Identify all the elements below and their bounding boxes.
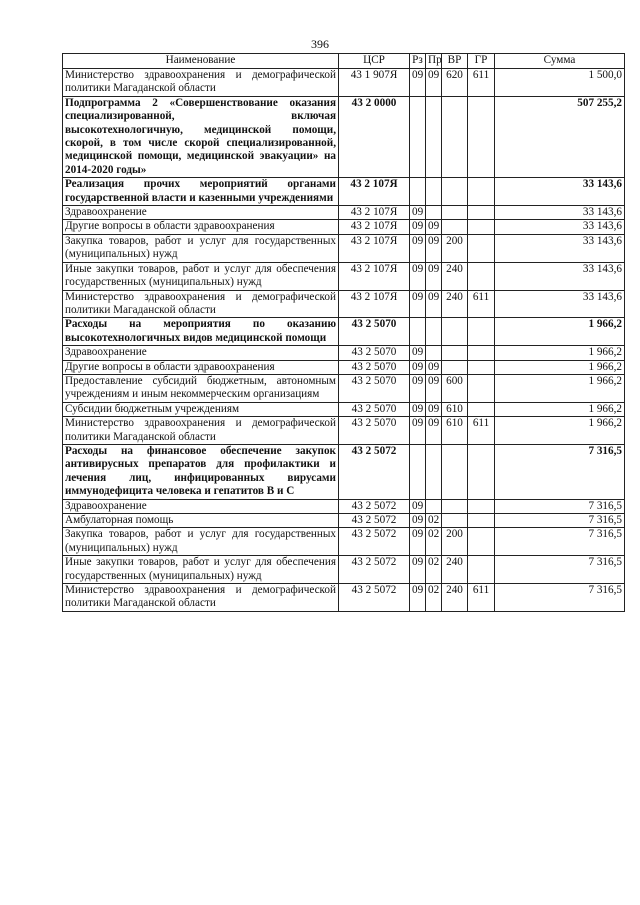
cell-gr (468, 220, 495, 234)
cell-pr: 09 (426, 360, 442, 374)
cell-gr: 611 (468, 69, 495, 97)
cell-rz: 09 (410, 402, 426, 416)
cell-pr: 02 (426, 528, 442, 556)
cell-csr: 43 2 107Я (339, 206, 410, 220)
table-row (63, 262, 625, 290)
cell-rz: 09 (410, 262, 426, 290)
header-sum: Сумма (495, 54, 625, 69)
cell-csr: 43 2 5070 (339, 402, 410, 416)
cell-csr: 43 2 0000 (339, 96, 410, 177)
cell-csr: 43 2 107Я (339, 234, 410, 262)
cell-pr: 09 (426, 374, 442, 402)
cell-gr (468, 499, 495, 513)
table-row (63, 360, 625, 374)
cell-gr (468, 96, 495, 177)
cell-sum: 507 255,2 (495, 96, 625, 177)
table-row (63, 234, 625, 262)
table-row (63, 444, 625, 499)
header-pr: Пр (426, 54, 442, 69)
cell-pr: 02 (426, 556, 442, 584)
cell-gr (468, 374, 495, 402)
cell-rz: 09 (410, 417, 426, 445)
cell-vr: 200 (442, 528, 468, 556)
cell-rz (410, 318, 426, 346)
cell-rz: 09 (410, 69, 426, 97)
cell-name: Иные закупки товаров, работ и услуг для обеспечения государственных (муниципальных) нужд (63, 556, 339, 584)
table-row (63, 374, 625, 402)
cell-vr (442, 499, 468, 513)
cell-sum: 1 966,2 (495, 318, 625, 346)
cell-rz (410, 96, 426, 177)
cell-csr: 43 2 5072 (339, 528, 410, 556)
cell-pr (426, 499, 442, 513)
cell-sum: 7 316,5 (495, 514, 625, 528)
cell-name: Закупка товаров, работ и услуг для государственных (муниципальных) нужд (63, 528, 339, 556)
header-name: Наименование (63, 54, 339, 69)
cell-pr: 09 (426, 290, 442, 318)
table-row (63, 402, 625, 416)
cell-gr (468, 346, 495, 360)
cell-rz: 09 (410, 234, 426, 262)
cell-sum: 33 143,6 (495, 290, 625, 318)
cell-csr: 43 2 5072 (339, 499, 410, 513)
table-row (63, 514, 625, 528)
cell-vr (442, 444, 468, 499)
header-row (63, 54, 625, 69)
cell-name: Расходы на мероприятия по оказанию высокотехнологичных видов медицинской помощи (63, 318, 339, 346)
cell-pr (426, 206, 442, 220)
cell-name: Расходы на финансовое обеспечение закупок антивирусных препаратов для профилактики и лечения лиц, инфицированных вирусами иммунодефицита человека и гепатитов В и С (63, 444, 339, 499)
cell-csr: 43 2 5072 (339, 584, 410, 612)
cell-name: Реализация прочих мероприятий органами государственной власти и казенными учреждениями (63, 178, 339, 206)
cell-pr (426, 96, 442, 177)
cell-gr: 611 (468, 417, 495, 445)
cell-name: Амбулаторная помощь (63, 514, 339, 528)
cell-sum: 1 966,2 (495, 360, 625, 374)
cell-rz: 09 (410, 514, 426, 528)
cell-sum: 33 143,6 (495, 234, 625, 262)
cell-sum: 1 500,0 (495, 69, 625, 97)
cell-pr: 09 (426, 402, 442, 416)
cell-sum: 7 316,5 (495, 499, 625, 513)
cell-gr (468, 360, 495, 374)
table-row (63, 96, 625, 177)
cell-vr: 600 (442, 374, 468, 402)
cell-vr (442, 318, 468, 346)
cell-name: Подпрограмма 2 «Совершенствование оказания специализированной, включая высокотехнологичную, медицинской помощи, скорой, в том числе скорой специализированной, медицинской помощи, медицинской эвакуации» на 2014-2020 годы» (63, 96, 339, 177)
cell-vr (442, 206, 468, 220)
header-vr: ВР (442, 54, 468, 69)
cell-csr: 43 2 5070 (339, 318, 410, 346)
cell-rz: 09 (410, 584, 426, 612)
cell-pr (426, 318, 442, 346)
cell-rz: 09 (410, 206, 426, 220)
cell-sum: 1 966,2 (495, 402, 625, 416)
cell-csr: 43 2 5070 (339, 417, 410, 445)
cell-pr: 09 (426, 417, 442, 445)
cell-sum: 33 143,6 (495, 262, 625, 290)
cell-gr (468, 528, 495, 556)
cell-vr (442, 220, 468, 234)
cell-sum: 1 966,2 (495, 374, 625, 402)
cell-vr: 240 (442, 584, 468, 612)
cell-rz: 09 (410, 556, 426, 584)
table-row (63, 178, 625, 206)
cell-name: Предоставление субсидий бюджетным, автономным учреждениям и иным некоммерческим организациям (63, 374, 339, 402)
cell-pr: 09 (426, 262, 442, 290)
cell-vr: 610 (442, 402, 468, 416)
cell-sum: 1 966,2 (495, 417, 625, 445)
cell-rz: 09 (410, 528, 426, 556)
cell-csr: 43 2 5072 (339, 556, 410, 584)
table-row (63, 528, 625, 556)
cell-gr (468, 514, 495, 528)
cell-csr: 43 2 5072 (339, 514, 410, 528)
cell-csr: 43 2 5070 (339, 374, 410, 402)
cell-pr (426, 444, 442, 499)
cell-name: Министерство здравоохранения и демографической политики Магаданской области (63, 584, 339, 612)
cell-csr: 43 2 107Я (339, 262, 410, 290)
cell-pr: 09 (426, 220, 442, 234)
cell-gr (468, 234, 495, 262)
cell-gr (468, 262, 495, 290)
cell-gr (468, 402, 495, 416)
table-header (63, 54, 625, 69)
cell-vr: 240 (442, 290, 468, 318)
cell-vr (442, 360, 468, 374)
cell-vr: 610 (442, 417, 468, 445)
cell-sum: 7 316,5 (495, 444, 625, 499)
cell-vr: 200 (442, 234, 468, 262)
cell-sum: 1 966,2 (495, 346, 625, 360)
cell-csr: 43 2 5070 (339, 360, 410, 374)
header-gr: ГР (468, 54, 495, 69)
cell-csr: 43 2 107Я (339, 290, 410, 318)
cell-name: Здравоохранение (63, 499, 339, 513)
cell-gr (468, 206, 495, 220)
cell-vr: 620 (442, 69, 468, 97)
cell-name: Министерство здравоохранения и демографической политики Магаданской области (63, 417, 339, 445)
table-row (63, 220, 625, 234)
cell-name: Здравоохранение (63, 346, 339, 360)
cell-gr: 611 (468, 584, 495, 612)
header-rz: Рз (410, 54, 426, 69)
cell-name: Министерство здравоохранения и демографической политики Магаданской области (63, 69, 339, 97)
cell-csr: 43 2 5070 (339, 346, 410, 360)
cell-name: Субсидии бюджетным учреждениям (63, 402, 339, 416)
cell-pr (426, 346, 442, 360)
cell-rz: 09 (410, 220, 426, 234)
cell-vr (442, 178, 468, 206)
cell-rz: 09 (410, 360, 426, 374)
cell-sum: 33 143,6 (495, 206, 625, 220)
cell-gr (468, 178, 495, 206)
cell-vr: 240 (442, 556, 468, 584)
budget-table (62, 53, 625, 612)
cell-name: Иные закупки товаров, работ и услуг для обеспечения государственных (муниципальных) нужд (63, 262, 339, 290)
cell-pr (426, 178, 442, 206)
page-number: 396 (311, 37, 329, 51)
table-row (63, 556, 625, 584)
cell-sum: 7 316,5 (495, 528, 625, 556)
table-row (63, 417, 625, 445)
cell-pr: 02 (426, 514, 442, 528)
cell-rz: 09 (410, 374, 426, 402)
table-row (63, 69, 625, 97)
cell-csr: 43 2 5072 (339, 444, 410, 499)
cell-vr (442, 346, 468, 360)
cell-name: Другие вопросы в области здравоохранения (63, 360, 339, 374)
cell-sum: 7 316,5 (495, 584, 625, 612)
cell-rz (410, 178, 426, 206)
table-row (63, 499, 625, 513)
cell-name: Министерство здравоохранения и демографической политики Магаданской области (63, 290, 339, 318)
cell-pr: 09 (426, 69, 442, 97)
cell-rz (410, 444, 426, 499)
cell-sum: 33 143,6 (495, 220, 625, 234)
cell-gr (468, 318, 495, 346)
cell-vr: 240 (442, 262, 468, 290)
table-row (63, 346, 625, 360)
cell-rz: 09 (410, 346, 426, 360)
table-body (63, 69, 625, 612)
cell-vr (442, 96, 468, 177)
cell-sum: 7 316,5 (495, 556, 625, 584)
cell-vr (442, 514, 468, 528)
cell-gr: 611 (468, 290, 495, 318)
cell-gr (468, 556, 495, 584)
cell-rz: 09 (410, 290, 426, 318)
table-row (63, 584, 625, 612)
table-row (63, 290, 625, 318)
cell-name: Другие вопросы в области здравоохранения (63, 220, 339, 234)
header-csr: ЦСР (339, 54, 410, 69)
cell-name: Здравоохранение (63, 206, 339, 220)
cell-sum: 33 143,6 (495, 178, 625, 206)
table-row (63, 206, 625, 220)
cell-name: Закупка товаров, работ и услуг для государственных (муниципальных) нужд (63, 234, 339, 262)
cell-pr: 02 (426, 584, 442, 612)
cell-gr (468, 444, 495, 499)
table-row (63, 318, 625, 346)
cell-csr: 43 1 907Я (339, 69, 410, 97)
cell-csr: 43 2 107Я (339, 220, 410, 234)
cell-csr: 43 2 107Я (339, 178, 410, 206)
cell-rz: 09 (410, 499, 426, 513)
cell-pr: 09 (426, 234, 442, 262)
